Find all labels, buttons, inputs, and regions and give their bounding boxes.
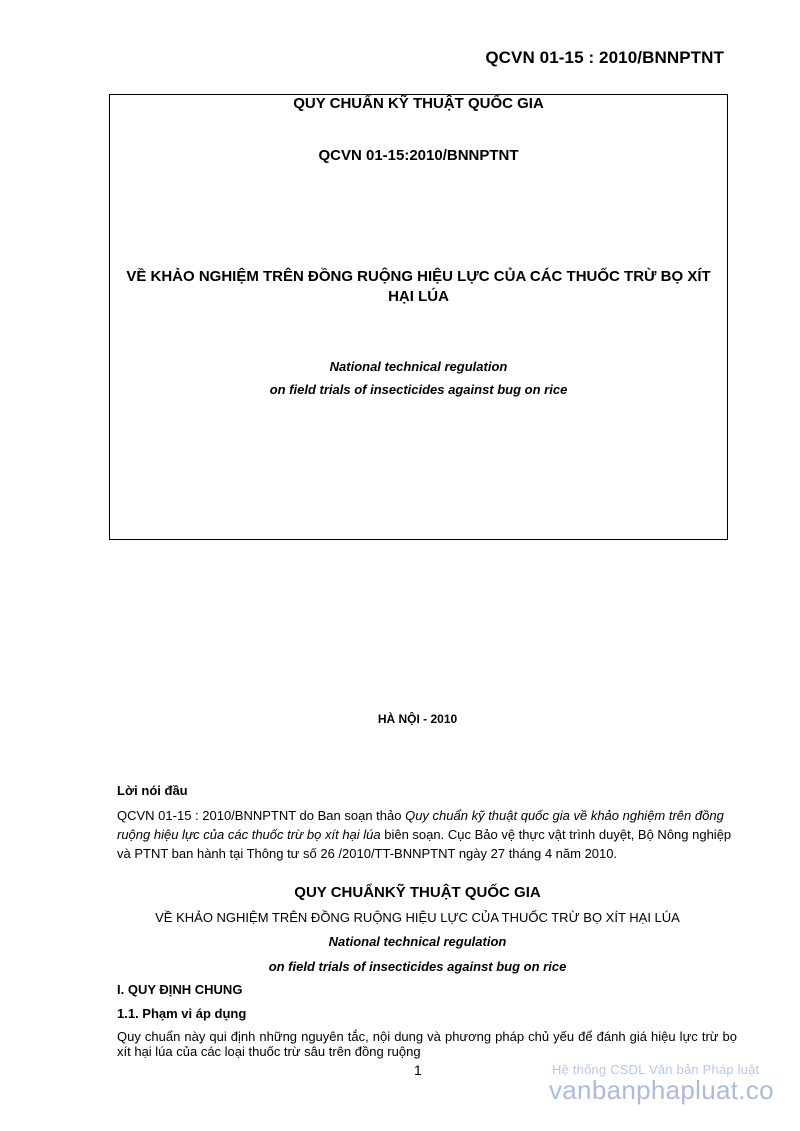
place-date: HÀ NỘI - 2010 bbox=[377, 712, 458, 726]
foreword-text-end: biên soạn. Cục Bảo vệ thực vật trình duyệt, Bộ Nông nghiệp và PTNT ban hành tại Thông tư số 26 /2010/TT-BNNPTNT ngày 27 tháng 4 năm 2010. bbox=[117, 827, 732, 861]
foreword-text-italic: Quy chuẩn kỹ thuật quốc gia về khảo nghiệm trên đồng ruộng hiệu lực của các thuốc trừ bọ xít hại lúa bbox=[117, 808, 724, 842]
cover-title: QUY CHUẨN KỸ THUẬT QUỐC GIA bbox=[293, 95, 544, 112]
cover-english-title-1: National technical regulation bbox=[329, 359, 508, 374]
foreword-paragraph bbox=[117, 806, 737, 863]
watermark-caption: Hệ thống CSDL Văn bản Pháp luật bbox=[552, 1062, 760, 1077]
watermark-site: vanbanphapluat.co bbox=[549, 1075, 774, 1105]
page-number: 1 bbox=[414, 1062, 422, 1078]
standard-subtitle: VỀ KHẢO NGHIỆM TRÊN ĐỒNG RUỘNG HIỆU LỰC CỦA THUỐC TRỪ BỌ XÍT HẠI LÚA bbox=[155, 910, 680, 925]
cover-subject: VỀ KHẢO NGHIỆM TRÊN ĐỒNG RUỘNG HIỆU LỰC CỦA CÁC THUỐC TRỪ BỌ XÍT HẠI LÚA bbox=[126, 268, 711, 305]
cover-box bbox=[109, 94, 728, 540]
standard-title: QUY CHUẨNKỸ THUẬT QUỐC GIA bbox=[294, 884, 541, 901]
foreword-title: Lời nói đầu bbox=[117, 783, 188, 798]
foreword-text-start: QCVN 01-15 : 2010/BNNPTNT do Ban soạn thảo bbox=[117, 808, 406, 823]
cover-code: QCVN 01-15:2010/BNNPTNT bbox=[318, 147, 519, 164]
standard-english-title-1: National technical regulation bbox=[328, 934, 507, 949]
document-code-header: QCVN 01-15 : 2010/BNNPTNT bbox=[485, 48, 724, 67]
scope-paragraph: Quy chuẩn này qui định những nguyên tắc, nội dung và phương pháp chủ yếu để đánh giá hiệu lực trừ bọ xít hại lúa của các loại thuốc trừ sâu trên đồng ruộng bbox=[117, 1029, 737, 1059]
standard-english-title-2: on field trials of insecticides against bug on rice bbox=[268, 959, 567, 974]
cover-english-title-2: on field trials of insecticides against bug on rice bbox=[269, 382, 568, 397]
subsection-heading: 1.1. Phạm vi áp dụng bbox=[117, 1006, 247, 1021]
section-heading: I. QUY ĐỊNH CHUNG bbox=[117, 982, 243, 997]
